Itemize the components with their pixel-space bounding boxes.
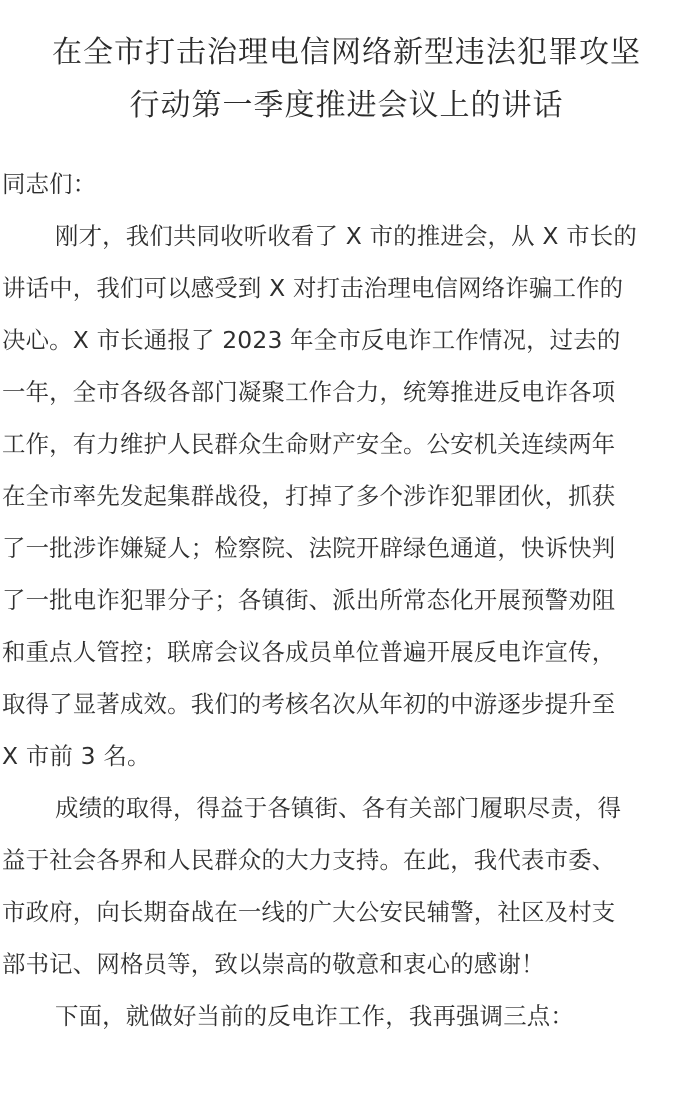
paragraph-line: 一年，全市各级各部门凝聚工作合力，统筹推进反电诈各项	[2, 378, 616, 406]
document-body	[2, 158, 692, 1042]
title-line-2: 行动第一季度推进会议上的讲话	[129, 88, 564, 123]
paragraph-line: 决心。X 市长通报了 2023 年全市反电诈工作情况，过去的	[2, 326, 621, 354]
paragraph-line: 市政府，向长期奋战在一线的广大公安民辅警，社区及村支	[2, 898, 616, 926]
document-title	[0, 26, 693, 132]
paragraph-line: 刚才，我们共同收听收看了 X 市的推进会，从 X 市长的	[55, 222, 637, 250]
paragraph-1	[2, 210, 692, 782]
paragraph-line: 讲话中，我们可以感受到 X 对打击治理电信网络诈骗工作的	[2, 274, 624, 302]
paragraph-line: 了一批涉诈嫌疑人；检察院、法院开辟绿色通道，快诉快判	[2, 534, 616, 562]
paragraph-3	[2, 990, 692, 1042]
paragraph-line: X 市前 3 名。	[2, 742, 151, 770]
paragraph-line: 了一批电诈犯罪分子；各镇街、派出所常态化开展预警劝阻	[2, 586, 616, 614]
paragraph-line: 取得了显著成效。我们的考核名次从年初的中游逐步提升至	[2, 690, 616, 718]
paragraph-line: 成绩的取得，得益于各镇街、各有关部门履职尽责，得	[55, 794, 622, 822]
paragraph-line: 益于社会各界和人民群众的大力支持。在此，我代表市委、	[2, 846, 616, 874]
salutation: 同志们：	[2, 170, 97, 198]
paragraph-2	[2, 782, 692, 990]
paragraph-line: 部书记、网格员等，致以崇高的敬意和衷心的感谢！	[2, 950, 545, 978]
paragraph-line: 在全市率先发起集群战役，打掉了多个涉诈犯罪团伙，抓获	[2, 482, 616, 510]
paragraph-line: 下面，就做好当前的反电诈工作，我再强调三点：	[55, 1002, 574, 1030]
paragraph-line: 和重点人管控；联席会议各成员单位普遍开展反电诈宣传，	[2, 638, 616, 666]
title-line-1: 在全市打击治理电信网络新型违法犯罪攻坚	[52, 35, 641, 70]
paragraph-line: 工作，有力维护人民群众生命财产安全。公安机关连续两年	[2, 430, 616, 458]
